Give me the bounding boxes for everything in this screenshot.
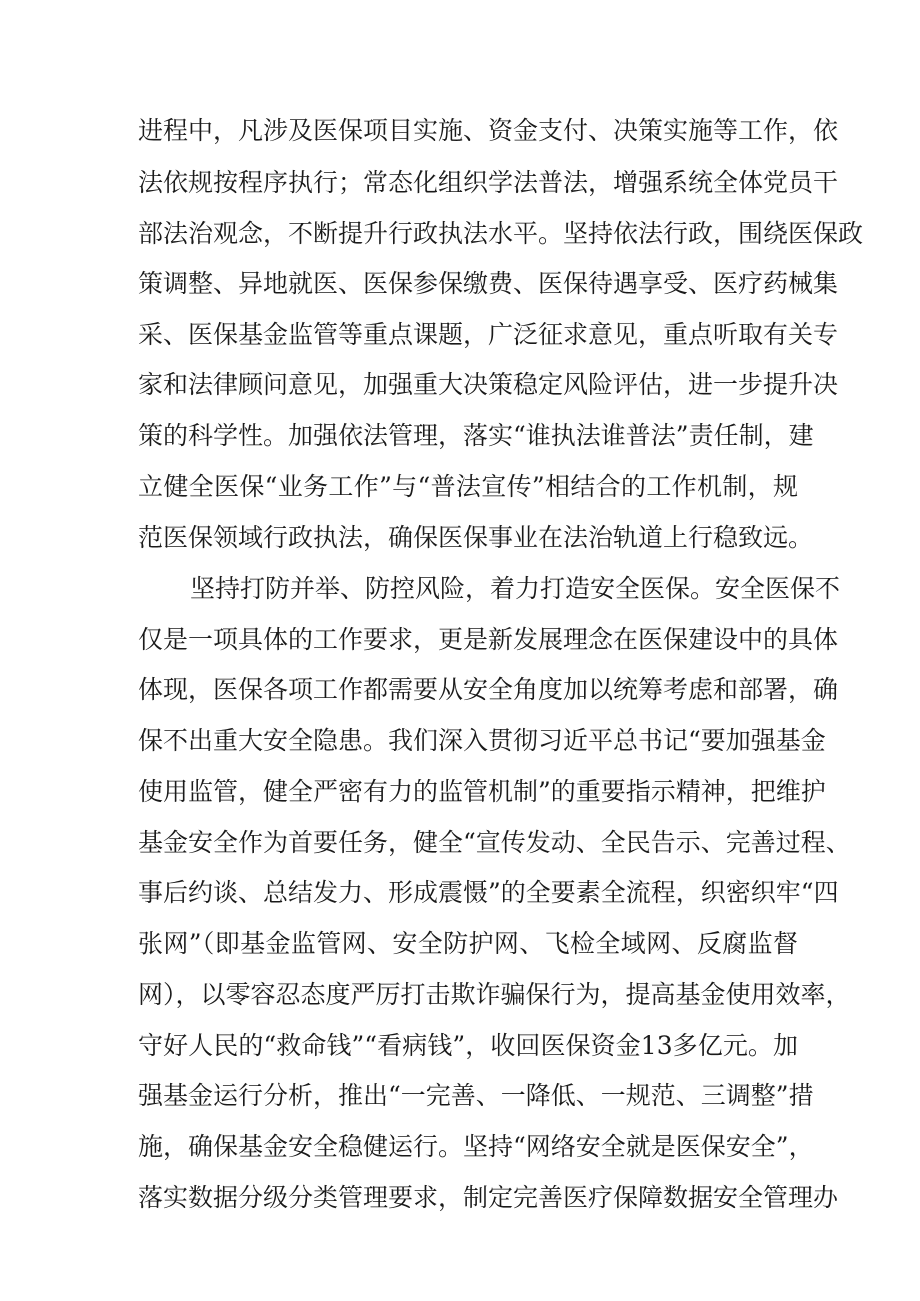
text-line: 事后约谈、总结发力、形成震慑”的全要素全流程，织密织牢“四 [138,878,839,907]
text-line: 基金安全作为首要任务，健全“宣传发动、全民告示、完善过程、 [138,828,851,857]
text-line: 法依规按程序执行；常态化组织学法普法，增强系统全体党员干 [138,168,839,197]
text-line: 强基金运行分析，推出“一完善、一降低、一规范、三调整”措 [138,1081,814,1110]
paragraph-first-line: 坚持打防并举、防控风险，着力打造安全医保。安全医保不 [190,574,841,603]
text-line: 守好人民的“救命钱”“看病钱”，收回医保资金13多亿元。加 [138,1031,798,1060]
text-line: 采、医保基金监管等重点课题，广泛征求意见，重点听取有关专 [138,320,839,349]
text-line: 部法治观念，不断提升行政执法水平。坚持依法行政，围绕医保政 [138,219,864,248]
text-line: 立健全医保“业务工作”与“普法宣传”相结合的工作机制，规 [138,472,798,501]
text-line: 进程中，凡涉及医保项目实施、资金支付、决策实施等工作，依 [138,116,839,145]
text-line: 使用监管，健全严密有力的监管机制”的重要指示精神，把维护 [138,777,826,806]
text-line: 保不出重大安全隐患。我们深入贯彻习近平总书记“要加强基金 [138,726,826,755]
text-line: 策的科学性。加强依法管理，落实“谁执法谁普法”责任制，建 [138,421,814,450]
text-line: 施，确保基金安全稳健运行。坚持“网络安全就是医保安全”， [138,1132,814,1161]
text-line: 张网”（即基金监管网、安全防护网、飞检全域网、反腐监督 [138,929,798,958]
text-line: 策调整、异地就医、医保参保缴费、医保待遇享受、医疗药械集 [138,269,839,298]
text-line: 仅是一项具体的工作要求，更是新发展理念在医保建设中的具体 [138,625,839,654]
text-line: 范医保领域行政执法，确保医保事业在法治轨道上行稳致远。 [138,523,814,552]
text-line: 落实数据分级分类管理要求，制定完善医疗保障数据安全管理办 [138,1183,839,1212]
text-line: 体现，医保各项工作都需要从安全角度加以统筹考虑和部署，确 [138,675,839,704]
text-line: 网），以零容忍态度严厉打击欺诈骗保行为，提高基金使用效率， [138,980,851,1009]
text-line: 家和法律顾问意见，加强重大决策稳定风险评估，进一步提升决 [138,370,839,399]
